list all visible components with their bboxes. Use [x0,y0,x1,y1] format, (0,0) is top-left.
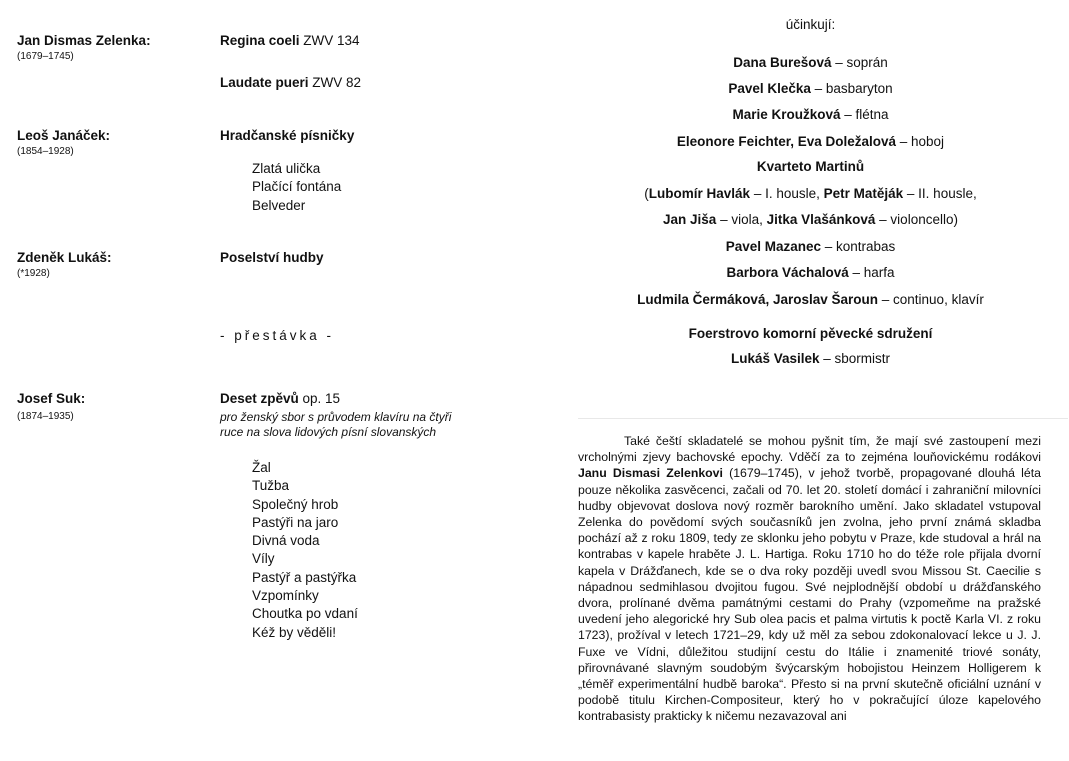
composer-dates: (1679–1745) [17,51,74,62]
composer-janacek: Leoš Janáček: [17,128,111,143]
song-list [252,459,358,642]
song-item: Divná voda [252,533,320,549]
work-deset-zpevu: Deset zpěvů op. 15 [220,391,341,406]
composer-lukas: Zdeněk Lukáš: [17,250,112,265]
performer-line: Eleonore Feichter, Eva Doležalová – hoboj [676,134,945,149]
performer-line: Pavel Klečka – basbaryton [728,81,893,96]
performer-line: Marie Kroužková – flétna [732,107,889,122]
song-list [252,160,341,215]
performers-block [578,0,1043,380]
performer-line: Kvarteto Martinů [756,159,865,174]
composer-dates: (*1928) [17,268,50,279]
work-subtitle: pro ženský sbor s průvodem klavíru na čtyři ruce na slova lidových písní slovanských [220,410,452,439]
song-item: Pastýři na jaro [252,514,339,530]
performer-line: Foerstrovo komorní pěvecké sdružení [688,326,933,341]
performer-line: Jan Jiša – viola, Jitka Vlašánková – violoncello) [663,212,958,227]
work-poselstvi: Poselství hudby [220,250,324,265]
performer-line: Dana Burešová – soprán [733,55,888,70]
intermission: - přestávka - [220,328,335,343]
performer-line: (Lubomír Havlák – I. housle, Petr Matěják – II. housle, [644,186,977,201]
song-item: Choutka po vdaní [252,606,358,622]
work-laudate-pueri: Laudate pueri ZWV 82 [220,75,362,90]
song-item: Plačící fontána [252,179,342,195]
song-item: Společný hrob [252,496,339,512]
divider [578,418,1068,419]
composer-zelenka: Jan Dismas Zelenka: [17,33,151,48]
song-item: Vzpomínky [252,588,319,604]
performer-line: Barbora Váchalová – harfa [726,265,895,280]
song-item: Tužba [252,478,290,494]
song-item: Žal [252,460,271,475]
essay-text [578,433,1041,725]
performer-line: Ludmila Čermáková, Jaroslav Šaroun – continuo, klavír [637,292,984,307]
work-regina-coeli: Regina coeli ZWV 134 [220,33,360,48]
composer-dates: (1854–1928) [17,146,74,157]
performer-line: Pavel Mazanec – kontrabas [725,239,896,254]
composer-suk: Josef Suk: [17,391,86,406]
song-item: Víly [252,551,275,567]
song-item: Belveder [252,197,306,213]
performer-line: Lukáš Vasilek – sbormistr [730,351,891,366]
song-item: Kéž by věděli! [252,624,337,640]
performers-heading: účinkují: [785,17,836,32]
composer-dates: (1874–1935) [17,411,74,422]
song-item: Pastýř a pastýřka [252,569,357,585]
essay-paragraph: Také čeští skladatelé se mohou pyšnit tím, že mají své zastoupení mezi vrcholnými zjevy bachovské epochy. Vděčí za to zejména louňovickému rodákovi Janu Dismasi Zelenkovi (1679–1745), v jehož tvorbě, propagované dlouhá léta pouze několika zasvěcenci, začali od 70. let 20. století domácí i zahraniční milovníci hudby objevovat doslova nový rozměr barokního umění. Jako skladatel vstupoval Zelenka do povědomí svých současníků jen zvolna, jeho první známá skladba pochází až z roku 1809, tedy ze sklonku jeho pobytu v Praze, kde studoval a hrál na kontrabas v kapele hraběte J. L. Hartiga. Roku 1710 ho do téže role přijala dvorní kapela v Drážďanech, kde se o dva roky později uvedl svou Missou St. Caecilie s nápadnou sedmihlasou dvojitou fugou. Své nejplodnější období u drážďanského dvora, prolínané dvěma památnými cestami do Prahy (vzpomeňme na pražské uvedení jeho alegorické hry Sub olea pacis et palma virtutis k poctě Karla VI. z roku 1723), prožíval v letech 1721–29, kdy už měl za sebou zdokonalovací lekce u J. J. Fuxe ve Vídni, důležitou studijní cestu do Itálie i znamenité triové sonáty, přirovnávané slavným soudobým švýcarským hobojistou Heinzem Holligerem k „téměř experimentální hudbě baroka“. Přesto si na první skutečně oficiální uznání v podobě titulu Kirchen-Compositeur, který ho v pokračující úloze kapelového kontrabasisty prakticky k ničemu nezavazoval ani [578,434,1041,724]
song-item: Zlatá ulička [252,161,321,176]
work-hradcanske: Hradčanské písničky [220,128,355,143]
